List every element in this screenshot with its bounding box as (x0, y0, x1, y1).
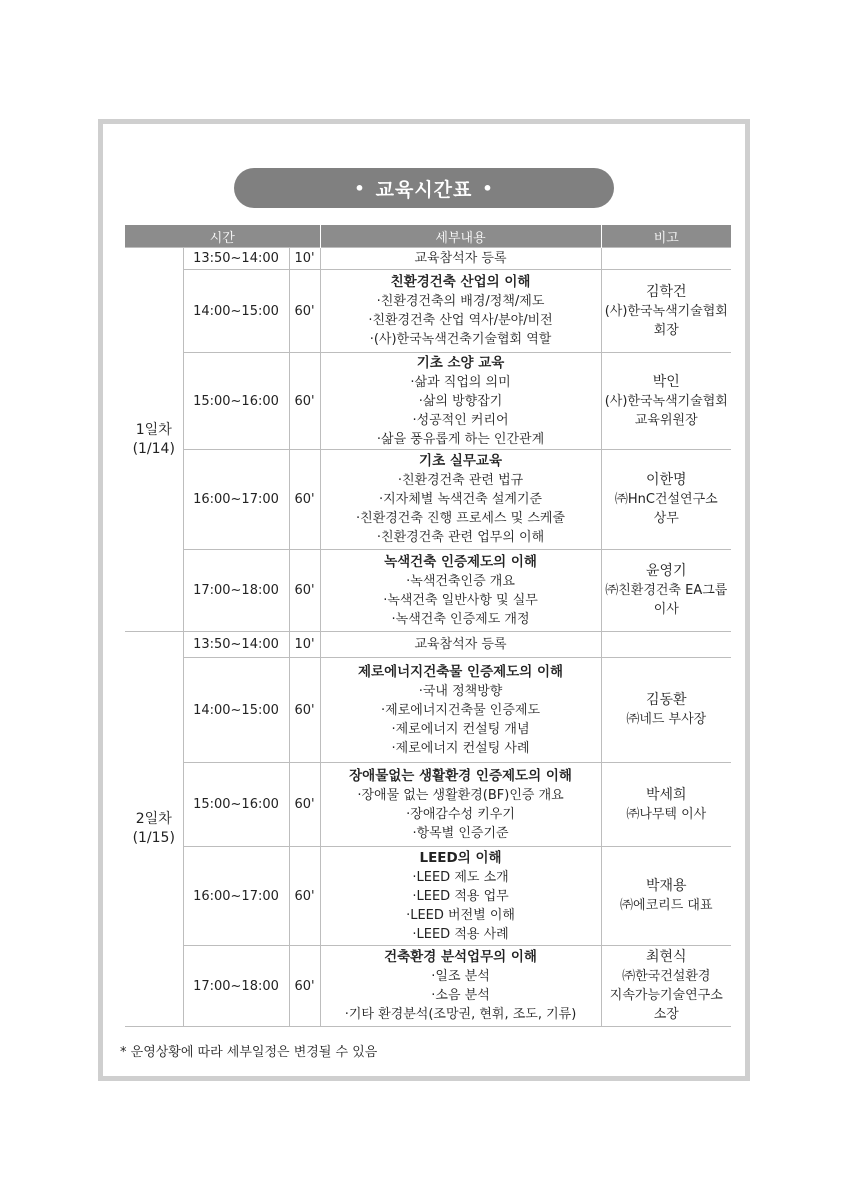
day-date: (1/15) (132, 830, 175, 846)
note-line: 박인 (652, 373, 680, 390)
header-note: 비고 (601, 225, 731, 248)
note-line: ㈜네드 부사장 (626, 712, 707, 727)
table-row (125, 270, 731, 353)
session-title: 장애물없는 생활환경 인증제도의 이해 (349, 767, 572, 784)
note-line: (사)한국녹색기술협회 (604, 393, 728, 409)
session-item: ·항목별 인증기준 (412, 825, 509, 841)
session-title: 제로에너지건축물 인증제도의 이해 (358, 663, 564, 680)
session-item: ·삶을 풍유롭게 하는 인간관계 (376, 431, 545, 447)
note-line: (사)한국녹색기술협회 (604, 303, 728, 319)
note-line: ㈜나무텍 이사 (626, 806, 707, 822)
day-label: 2일차 (135, 811, 172, 827)
session-item: ·성공적인 커리어 (412, 412, 509, 428)
session-item: ·녹색건축 일반사항 및 실무 (383, 592, 538, 608)
table-header-row (125, 225, 731, 248)
footnote: * 운영상황에 따라 세부일정은 변경될 수 있음 (120, 1045, 378, 1060)
session-content (320, 847, 601, 946)
note-line: 회장 (653, 322, 679, 338)
table-row (125, 353, 731, 450)
note-line: 교육위원장 (634, 412, 698, 428)
note-line: ㈜친환경건축 EA그룹 (605, 583, 728, 598)
session-content: 교육참석자 등록 (320, 632, 601, 658)
title-bullet-right: • (482, 178, 494, 198)
session-item: ·장애물 없는 생활환경(BF)인증 개요 (357, 787, 564, 803)
table-row (125, 450, 731, 550)
session-duration: 60' (289, 450, 320, 550)
session-item: ·친환경건축 관련 업무의 이해 (376, 530, 545, 545)
schedule-title-banner (234, 168, 614, 208)
session-content (320, 946, 601, 1027)
note-line: 박재용 (645, 878, 687, 894)
table-row (125, 946, 731, 1027)
session-item: ·제로에너지 컨설팅 사례 (391, 740, 530, 756)
schedule-table (125, 225, 731, 1027)
table-row (125, 763, 731, 847)
session-item: ·제로에너지 컨설팅 개념 (391, 721, 530, 737)
session-duration: 60' (289, 270, 320, 353)
session-note (601, 632, 731, 658)
session-content (320, 658, 601, 763)
session-item: ·(사)한국녹색건축기술협회 역할 (369, 332, 552, 347)
note-line: 이사 (653, 602, 679, 617)
session-note (601, 658, 731, 763)
header-time: 시간 (125, 225, 320, 248)
note-line: ㈜에코리드 대표 (620, 898, 713, 913)
session-title: 기초 소양 교육 (416, 354, 505, 371)
header-detail: 세부내용 (320, 225, 601, 248)
session-item: ·친환경건축의 배경/정책/제도 (376, 294, 545, 309)
note-line: 상무 (653, 511, 679, 526)
note-line: 윤영기 (645, 563, 687, 579)
day-label: 1일차 (135, 421, 172, 438)
note-line: 김동환 (645, 692, 687, 708)
session-item: ·기타 환경분석(조망권, 현휘, 조도, 기류) (344, 1007, 577, 1022)
session-duration: 60' (289, 550, 320, 632)
session-item: ·LEED 적용 업무 (412, 888, 509, 904)
session-content (320, 550, 601, 632)
session-note (601, 270, 731, 353)
session-note (601, 847, 731, 946)
session-time: 16:00~17:00 (183, 847, 289, 946)
session-time: 15:00~16:00 (183, 763, 289, 847)
session-note (601, 946, 731, 1027)
session-item: ·소음 분석 (431, 988, 490, 1003)
session-item: ·제로에너지건축물 인증제도 (381, 702, 541, 718)
session-title: 건축환경 분석업무의 이해 (384, 949, 537, 965)
session-duration: 60' (289, 353, 320, 450)
session-item: ·삶의 방향잡기 (418, 393, 503, 409)
session-time: 16:00~17:00 (183, 450, 289, 550)
session-item: ·친환경건축 산업 역사/분야/비전 (368, 313, 553, 328)
session-item: ·녹색건축 인증제도 개정 (391, 611, 530, 627)
session-content (320, 270, 601, 353)
session-time: 17:00~18:00 (183, 946, 289, 1027)
table-row (125, 658, 731, 763)
session-item: ·장애감수성 키우기 (406, 806, 515, 822)
session-time: 14:00~15:00 (183, 270, 289, 353)
session-note (601, 450, 731, 550)
day-cell (125, 632, 183, 1027)
session-title: 기초 실무교육 (419, 453, 502, 469)
session-item: ·일조 분석 (431, 969, 490, 984)
table-row (125, 847, 731, 946)
note-line: 김학건 (645, 283, 687, 300)
note-line: 지속가능기술연구소 소장 (609, 988, 723, 1022)
session-time: 13:50~14:00 (183, 248, 289, 270)
session-item: ·지자체별 녹색건축 설계기준 (378, 492, 543, 507)
day-date: (1/14) (132, 440, 175, 457)
title-bullet-left: • (354, 178, 366, 198)
session-title: 친환경건축 산업의 이해 (390, 274, 531, 290)
session-note (601, 763, 731, 847)
session-note (601, 353, 731, 450)
schedule-body (125, 248, 731, 1027)
note-line: 박세희 (645, 786, 687, 803)
session-item: ·삶과 직업의 의미 (410, 374, 511, 390)
session-duration: 10' (289, 632, 320, 658)
note-line: ㈜HnC건설연구소 (614, 492, 718, 507)
session-duration: 60' (289, 658, 320, 763)
session-time: 13:50~14:00 (183, 632, 289, 658)
note-line: 최현식 (645, 949, 687, 965)
day-cell (125, 248, 183, 632)
note-line: ㈜한국건설환경 (622, 969, 711, 984)
session-item: ·국내 정책방향 (418, 683, 503, 699)
session-title: 녹색건축 인증제도의 이해 (384, 553, 537, 570)
session-item: ·LEED 버전별 이해 (406, 907, 515, 923)
session-item: ·친환경건축 관련 법규 (397, 473, 524, 488)
session-item: ·LEED 적용 사례 (412, 926, 509, 942)
session-note (601, 550, 731, 632)
session-time: 14:00~15:00 (183, 658, 289, 763)
session-duration: 60' (289, 763, 320, 847)
session-content (320, 353, 601, 450)
session-duration: 60' (289, 847, 320, 946)
session-time: 17:00~18:00 (183, 550, 289, 632)
session-content (320, 763, 601, 847)
schedule-title: 교육시간표 (375, 178, 473, 201)
session-title: LEED의 이해 (419, 849, 502, 866)
session-time: 15:00~16:00 (183, 353, 289, 450)
session-duration: 60' (289, 946, 320, 1027)
table-row (125, 550, 731, 632)
session-note (601, 248, 731, 270)
note-line: 이한명 (645, 472, 687, 488)
table-row (125, 248, 731, 270)
session-item: ·친환경건축 진행 프로세스 및 스케줄 (356, 511, 566, 526)
session-content (320, 450, 601, 550)
session-duration: 10' (289, 248, 320, 270)
session-item: ·LEED 제도 소개 (412, 869, 509, 885)
session-item: ·녹색건축인증 개요 (406, 573, 515, 589)
session-content: 교육참석자 등록 (320, 248, 601, 270)
table-row (125, 632, 731, 658)
